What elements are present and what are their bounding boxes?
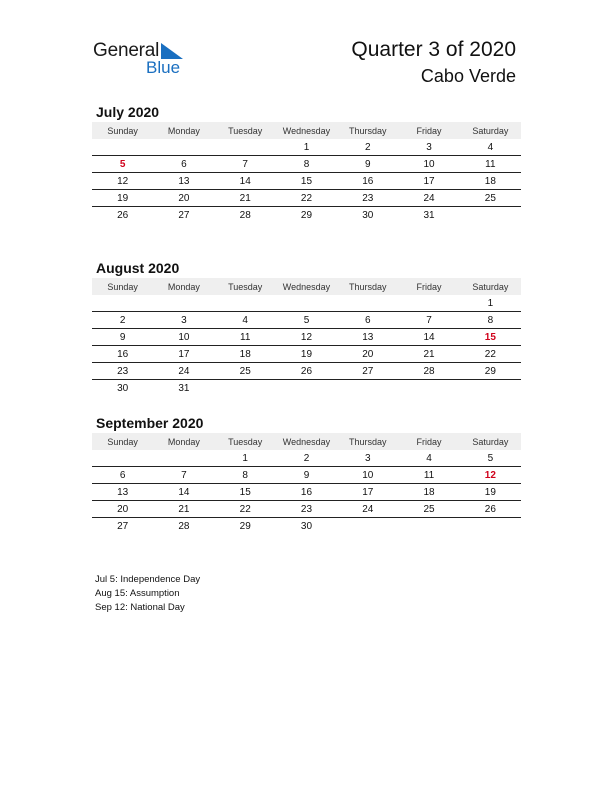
weekday-header [92, 122, 521, 139]
day-cell: 6 [365, 314, 371, 326]
day-cell: 4 [426, 452, 432, 464]
week-row [92, 173, 521, 190]
weekday-label: Monday [167, 125, 200, 136]
day-cell: 18 [484, 175, 496, 187]
day-cell: 8 [303, 158, 310, 170]
weekday-header [92, 433, 521, 450]
day-cell: 17 [423, 175, 435, 187]
day-cell: 29 [484, 365, 496, 377]
day-cell: 2 [365, 141, 371, 153]
month-calendar-august [92, 258, 521, 397]
day-cell: 26 [484, 503, 496, 515]
week-row [92, 207, 521, 224]
weekday-label: Sunday [107, 125, 138, 136]
weekday-label: Tuesday [228, 125, 263, 136]
week-row [92, 312, 521, 329]
weeks-container [92, 450, 521, 535]
day-cell: 12 [117, 175, 129, 187]
day-cell: 22 [300, 192, 313, 204]
logo-text-general: General [93, 40, 160, 61]
day-cell: 23 [362, 192, 374, 204]
day-cell: 7 [242, 158, 248, 170]
day-cell: 26 [300, 365, 313, 377]
day-cell: 5 [487, 452, 494, 464]
day-cell: 5 [303, 314, 310, 326]
day-cell: 20 [362, 348, 374, 360]
weekday-label: Sunday [107, 281, 138, 292]
day-cell: 23 [117, 365, 129, 377]
logo-text-blue: Blue [146, 58, 181, 77]
day-cell: 20 [178, 192, 190, 204]
day-cell: 14 [239, 175, 251, 187]
day-cell: 23 [300, 503, 313, 515]
logo-flag-icon [161, 43, 183, 59]
day-cell: 13 [178, 175, 190, 187]
day-cell: 24 [423, 192, 435, 204]
day-cell: 30 [117, 383, 129, 394]
day-cell: 11 [423, 469, 435, 481]
month-title: July 2020 [96, 104, 160, 120]
day-cell: 6 [119, 469, 126, 481]
day-cell: 28 [239, 210, 251, 221]
weekday-label: Friday [416, 281, 442, 292]
day-cell: 16 [300, 486, 313, 498]
day-cell: 17 [178, 348, 190, 360]
day-cell: 12 [300, 331, 313, 343]
day-cell: 27 [178, 210, 190, 221]
weekday-label: Friday [416, 436, 442, 447]
day-cell: 3 [365, 452, 371, 464]
week-row [92, 363, 521, 380]
week-row [92, 295, 521, 312]
weekday-label: Wednesday [282, 281, 331, 292]
day-cell: 25 [239, 365, 251, 377]
week-row [92, 484, 521, 501]
day-cell: 21 [178, 503, 190, 515]
day-cell: 11 [240, 331, 251, 343]
day-cell: 8 [242, 469, 248, 481]
holiday-notes [95, 573, 200, 615]
week-row [92, 501, 521, 518]
day-cell: 1 [303, 141, 310, 153]
day-cell: 2 [303, 452, 310, 464]
weekday-label: Tuesday [228, 436, 263, 447]
day-cell: 20 [117, 503, 129, 515]
day-cell: 22 [239, 503, 251, 515]
day-cell: 3 [426, 141, 432, 153]
day-cell: 9 [303, 469, 310, 481]
day-cell: 3 [181, 314, 187, 326]
day-cell: 7 [426, 314, 432, 326]
day-cell: 9 [119, 331, 126, 343]
day-cell: 11 [485, 158, 496, 170]
weekday-label: Friday [416, 125, 442, 136]
day-cell: 12 [484, 469, 496, 481]
day-cell: 14 [423, 331, 435, 343]
day-cell: 28 [178, 521, 190, 532]
day-cell: 21 [239, 192, 251, 204]
day-cell: 14 [178, 486, 190, 498]
day-cell: 27 [117, 521, 129, 532]
day-cell: 10 [423, 158, 435, 170]
day-cell: 29 [300, 210, 313, 221]
day-cell: 5 [119, 158, 126, 170]
week-row [92, 346, 521, 363]
day-cell: 30 [300, 521, 313, 532]
day-cell: 4 [242, 314, 248, 326]
day-cell: 9 [365, 158, 371, 170]
month-title: August 2020 [96, 260, 180, 276]
day-cell: 16 [362, 175, 374, 187]
day-cell: 10 [362, 469, 374, 481]
day-cell: 31 [423, 210, 435, 221]
month-calendar-july [92, 102, 521, 224]
day-cell: 15 [300, 175, 313, 187]
day-cell: 18 [423, 486, 435, 498]
weekday-label: Thursday [349, 281, 387, 292]
weekday-label: Thursday [349, 125, 387, 136]
day-cell: 28 [423, 365, 435, 377]
week-row [92, 190, 521, 207]
day-cell: 26 [117, 210, 129, 221]
week-row [92, 518, 521, 535]
weeks-container [92, 295, 521, 397]
weekday-label: Saturday [472, 436, 509, 447]
day-cell: 25 [423, 503, 435, 515]
day-cell: 6 [181, 158, 187, 170]
day-cell: 19 [484, 486, 496, 498]
weeks-container [92, 139, 521, 224]
week-row [92, 380, 521, 397]
day-cell: 21 [423, 348, 435, 360]
weekday-label: Tuesday [228, 281, 263, 292]
weekday-label: Sunday [107, 436, 138, 447]
country-subtitle: Cabo Verde [420, 66, 516, 86]
weekday-label: Monday [167, 436, 200, 447]
day-cell: 10 [178, 331, 190, 343]
day-cell: 4 [487, 141, 494, 153]
week-row [92, 467, 521, 484]
day-cell: 24 [178, 365, 190, 377]
generalblue-logo [93, 40, 193, 80]
day-cell: 13 [362, 331, 374, 343]
week-row [92, 156, 521, 173]
day-cell: 30 [362, 210, 374, 221]
day-cell: 2 [119, 314, 126, 326]
month-title: September 2020 [96, 415, 204, 431]
weekday-label: Saturday [472, 125, 509, 136]
day-cell: 1 [242, 452, 248, 464]
day-cell: 1 [487, 297, 494, 309]
day-cell: 19 [117, 192, 129, 204]
day-cell: 7 [181, 469, 187, 481]
day-cell: 16 [117, 348, 129, 360]
weekday-label: Wednesday [282, 125, 331, 136]
day-cell: 15 [239, 486, 251, 498]
page-title: Quarter 3 of 2020 [351, 38, 516, 61]
day-cell: 19 [300, 348, 313, 360]
day-cell: 8 [487, 314, 494, 326]
day-cell: 17 [362, 486, 374, 498]
weekday-label: Thursday [349, 436, 387, 447]
day-cell: 31 [178, 383, 190, 394]
day-cell: 22 [484, 348, 496, 360]
holiday-note: Aug 15: Assumption [95, 588, 180, 599]
day-cell: 13 [117, 486, 129, 498]
week-row [92, 450, 521, 467]
week-row [92, 139, 521, 156]
day-cell: 25 [484, 192, 496, 204]
holiday-note: Sep 12: National Day [95, 602, 185, 613]
week-row [92, 329, 521, 346]
day-cell: 15 [484, 331, 496, 343]
weekday-label: Saturday [472, 281, 509, 292]
holiday-note: Jul 5: Independence Day [95, 574, 201, 585]
day-cell: 27 [362, 365, 374, 377]
weekday-header [92, 278, 521, 295]
day-cell: 29 [239, 521, 251, 532]
day-cell: 18 [239, 348, 251, 360]
weekday-label: Wednesday [282, 436, 331, 447]
month-calendar-september [92, 413, 521, 535]
weekday-label: Monday [167, 281, 200, 292]
day-cell: 24 [362, 503, 374, 515]
